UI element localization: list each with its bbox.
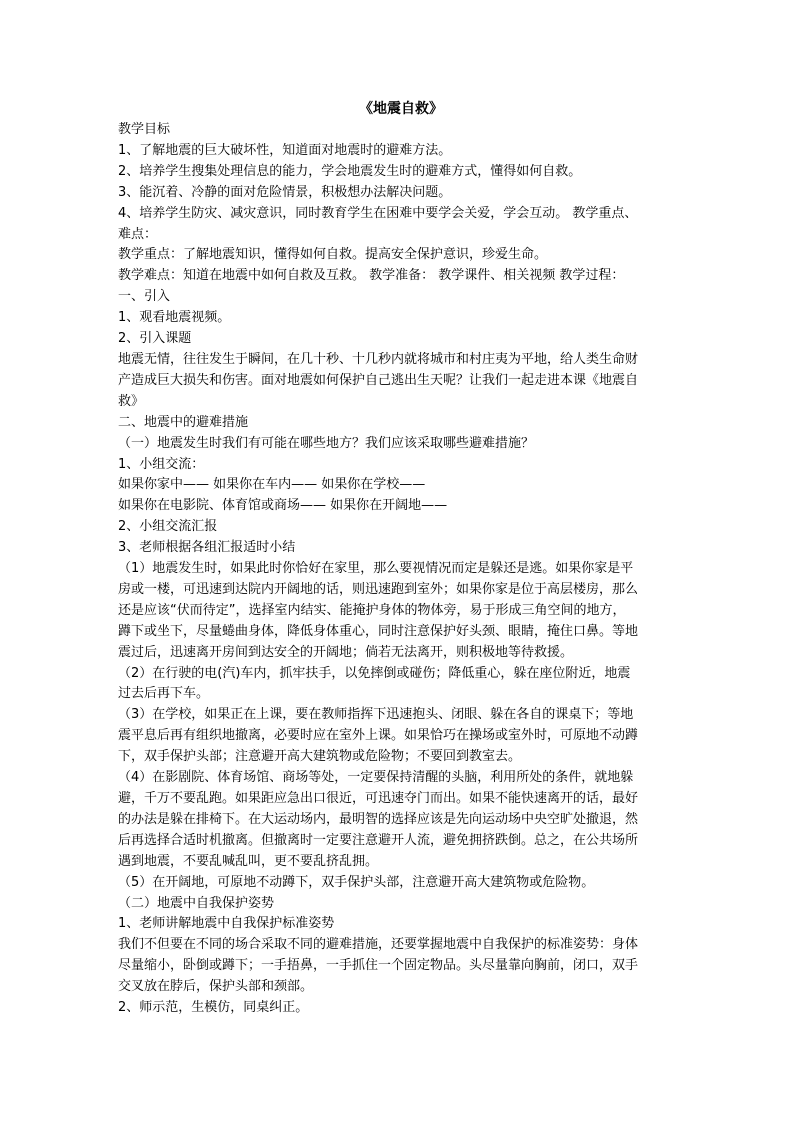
text-line: 如果你家中—— 如果你在车内—— 如果你在学校—— xyxy=(118,477,426,493)
text-line: 2、引入课题 xyxy=(118,331,192,347)
text-line: 救》 xyxy=(118,393,145,409)
text-line: 1、了解地震的巨大破坏性，知道面对地震时的避难方法。 xyxy=(118,142,452,158)
text-line: 还是应该“伏而待定”，选择室内结实、能掩护身体的物体旁，易于形成三角空间的地方， xyxy=(118,602,626,618)
text-line: 房或一楼，可迅速到达院内开阔地的话，则迅速跑到室外；如果你家是位于高层楼房，那么 xyxy=(118,581,639,597)
text-line: （2）在行驶的电(汽)车内，抓牢扶手，以免摔倒或碰伤；降低重心，躲在座位附近，地震 xyxy=(118,665,631,681)
text-line: （3）在学校，如果正在上课，要在教师指挥下迅速抱头、闭眼、躲在各自的课桌下；等地 xyxy=(118,707,634,723)
text-line: 2、培养学生搜集处理信息的能力，学会地震发生时的避难方式，懂得如何自救。 xyxy=(118,163,582,179)
text-line: 我们不但要在不同的场合采取不同的避难措施，还要掌握地震中自我保护的标准姿势：身体 xyxy=(118,937,639,953)
text-line: 避，千万不要乱跑。如果距应急出口很近，可迅速夺门而出。如果不能快速离开的话，最好 xyxy=(118,791,639,806)
text-line: 2、师示范，生模仿，同桌纠正。 xyxy=(118,1000,309,1016)
text-line: 后再选择合适时机撤离。但撤离时一定要注意避开人流，避免拥挤跌倒。总之，在公共场所 xyxy=(118,832,639,848)
text-line: 蹲下或坐下，尽量蜷曲身体，降低身体重心，同时注意保护好头颈、眼睛，掩住口鼻。等地 xyxy=(118,623,639,639)
text-line: 4、培养学生防灾、减灾意识，同时教育学生在困难中要学会关爱，学会互动。 教学重点、 xyxy=(118,205,638,221)
text-line: 如果你在电影院、体育馆或商场—— 如果你在开阔地—— xyxy=(118,498,448,514)
text-line: 震平息后再有组织地撤离，必要时应在室外上课。如果恰巧在操场或室外时，可原地不动蹲 xyxy=(118,728,639,744)
text-line: 教学重点：了解地震知识，懂得如何自救。提高安全保护意识，珍爱生命。 xyxy=(118,247,548,263)
text-line: 遇到地震，不要乱喊乱叫，更不要乱挤乱拥。 xyxy=(118,853,379,869)
text-line: 2、小组交流汇报 xyxy=(118,519,218,535)
text-line: 1、观看地震视频。 xyxy=(118,310,231,326)
text-line: 1、老师讲解地震中自我保护标准姿势 xyxy=(118,916,335,932)
text-line: 3、老师根据各组汇报适时小结 xyxy=(118,540,296,556)
text-line: 3、能沉着、冷静的面对危险情景，积极想办法解决问题。 xyxy=(118,184,452,200)
text-line: 过去后再下车。 xyxy=(118,686,210,702)
text-line: 难点： xyxy=(118,226,158,242)
text-line: 一、引入 xyxy=(118,289,171,305)
text-line: （二）地震中自我保护姿势 xyxy=(118,895,275,911)
text-line: （5）在开阔地，可原地不动蹲下，双手保护头部，注意避开高大建筑物或危险物。 xyxy=(118,874,595,890)
text-line: （4）在影剧院、体育场馆、商场等处，一定要保持清醒的头脑，利用所处的条件，就地躲 xyxy=(118,770,634,786)
text-line: 教学目标 xyxy=(118,122,171,137)
document-page xyxy=(118,100,684,1019)
text-line: （1）地震发生时，如果此时你恰好在家里，那么要视情况而定是躲还是逃。如果你家是平 xyxy=(118,561,634,577)
document-body xyxy=(118,120,684,1019)
text-line: 二、地震中的避难措施 xyxy=(118,414,249,430)
text-line: 下，双手保护头部；注意避开高大建筑物或危险物；不要回到教室去。 xyxy=(118,749,522,765)
text-line: 教学难点：知道在地震中如何自救及互救。 教学准备： 教学课件、相关视频 教学过程： xyxy=(118,268,625,284)
text-line: 尽量缩小，卧倒或蹲下；一手捂鼻，一手抓住一个固定物品。头尽量靠向胸前，闭口，双手 xyxy=(118,958,639,974)
document-title: 《地震自救》 xyxy=(359,101,443,117)
text-line: 的办法是躲在排椅下。在大运动场内，最明智的选择应该是先向运动场中央空旷处撤退，然 xyxy=(118,811,639,827)
text-line: 产造成巨大损失和伤害。面对地震如何保护自己逃出生天呢？让我们一起走进本课《地震自 xyxy=(118,372,639,388)
text-line: 震过后，迅速离开房间到达安全的开阔地；倘若无法离开，则积极地等待救援。 xyxy=(118,644,574,660)
text-line: 交叉放在脖后，保护头部和颈部。 xyxy=(118,979,314,995)
text-line: （一）地震发生时我们有可能在哪些地方？我们应该采取哪些避难措施？ xyxy=(118,435,535,451)
text-line: 地震无情，往往发生于瞬间，在几十秒、十几秒内就将城市和村庄夷为平地，给人类生命财 xyxy=(118,351,639,367)
text-line: 1、小组交流： xyxy=(118,456,205,472)
